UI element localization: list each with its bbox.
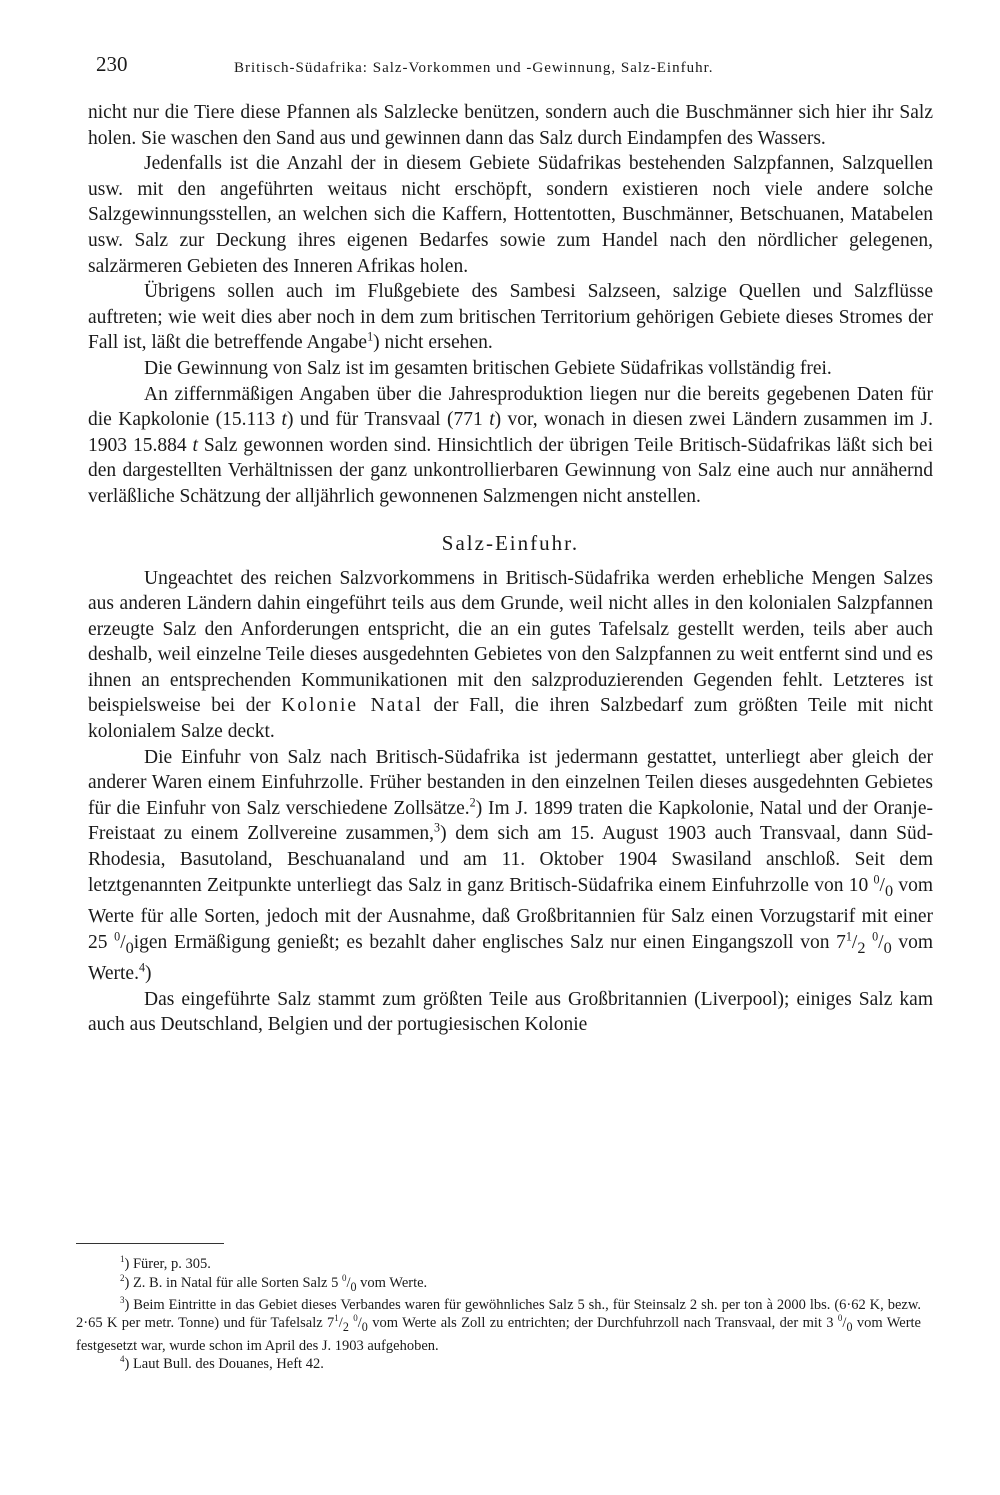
body-text	[88, 100, 933, 1038]
paragraph: Ungeachtet des reichen Salzvorkommens in Britisch-Südafrika werden erhebliche Mengen Salzes aus anderen Ländern dahin eingeführt teils aus dem Grunde, weil nicht alles in den kolonialen Salzpfannen erzeugte Salz den Anforderungen entspricht, die an ein gutes Tafelsalz gestellt werden, teils aber auch deshalb, weil einzelne Teile dieses ausgedehnten Gebietes von den Salzpfannen zu weit entfernt sind und es ihnen an entsprechenden Kommunikationen mit den salzproduzierenden Gegenden fehlt. Letzteres ist beispielsweise bei der Kolonie Natal der Fall, die ihren Salzbedarf zum größten Teile mit nicht kolonialem Salze deckt.	[88, 567, 933, 743]
page-header	[96, 52, 936, 82]
footnote: $^3$) Beim Eintritte in das Gebiet dieses Verbandes waren für gewöhnliches Salz 5 sh., für Steinsalz 2 sh. per ton à 2000 lbs. (6·62 K, bezw. 2·65 K per metr. Tonne) und für Tafelsalz $7^1/_2$ $^0/_0$ vom Werte als Zoll zu entrichten; der Durchfuhrzoll nach Transvaal, der mit 3 $^0/_0$ vom Werte festgesetzt war, wurde schon im April des J. 1903 aufgehoben.	[76, 1295, 921, 1354]
footnote: $^2$) Z. B. in Natal für alle Sorten Salz 5 $^0/_0$ vom Werte.	[120, 1272, 428, 1294]
paragraph: Die Einfuhr von Salz nach Britisch-Südafrika ist jedermann gestattet, unterliegt aber gleich der anderer Waren einem Einfuhrzolle. Früher bestanden in den einzelnen Teilen dieses ausgedehnten Gebietes für die Einfuhr von Salz verschiedene Zollsätze.$^2$) Im J. 1899 traten die Kapkolonie, Natal und der Oranje-Freistaat zu einem Zollvereine zusammen,$^3$) dem sich am 15. August 1903 auch Transvaal, dann Süd-Rhodesia, Basutoland, Beschuanaland und am 11. Oktober 1904 Swasiland anschloß. Seit dem letztgenannten Zeitpunkte unterliegt das Salz in ganz Britisch-Südafrika einem Einfuhrzolle von 10 $^0/_0$ vom Werte für alle Sorten, jedoch mit der Ausnahme, daß Großbritannien für Salz einen Vorzugstarif mit einer 25 $^0/_0igen$ Ermäßigung genießt; es bezahlt daher englisches Salz nur einen Eingangszoll von $7^1/_2$ $^0/_0$ vom Werte.$^4$)	[88, 746, 934, 985]
section-title: Salz-Einfuhr.	[441, 530, 580, 555]
paragraph: nicht nur die Tiere diese Pfannen als Salzlecke benützen, sondern auch die Buschmänner sich hier ihr Salz holen. Sie waschen den Sand aus und gewinnen dann das Salz durch Eindampfen des Wassers.	[88, 102, 933, 149]
paragraphs-before-section	[88, 100, 933, 510]
page-number: 230	[96, 52, 128, 76]
paragraph: Die Gewinnung von Salz ist im gesamten britischen Gebiete Südafrikas vollständig frei.	[144, 357, 832, 379]
paragraphs-after-section	[88, 566, 933, 1038]
footnotes	[76, 1255, 921, 1374]
running-title: Britisch-Südafrika: Salz-Vorkommen und -Gewinnung, Salz-Einfuhr.	[234, 60, 714, 76]
paragraph: Jedenfalls ist die Anzahl der in diesem Gebiete Südafrikas bestehenden Salzpfannen, Salzquellen usw. mit den angeführten weitaus nicht erschöpft, sondern existieren noch viele andere solche Salzgewinnungsstellen, an welchen sich die Kaffern, Hottentotten, Buschmänner, Betschuanen, Matabelen usw. Salz zur Deckung ihres eigenen Bedarfes sowie zum Handel nach den nördlicher gelegenen, salzärmeren Gebieten des Inneren Afrikas holen.	[88, 153, 933, 277]
footnote: $^4$) Laut Bull. des Douanes, Heft 42.	[120, 1354, 324, 1373]
paragraph: Übrigens sollen auch im Flußgebiete des Sambesi Salzseen, salzige Quellen und Salzflüsse auftreten; wie weit dies aber noch in dem zum britischen Territorium gehörigen Gebiete dieses Stromes der Fall ist, läßt die betreffende Angabe$^1$) nicht ersehen.	[88, 281, 933, 354]
footnote: $^1$) Fürer, p. 305.	[120, 1254, 211, 1272]
paragraph: An ziffernmäßigen Angaben über die Jahresproduktion liegen nur die bereits gegebenen Daten für die Kapkolonie (15.113 t) und für Transvaal (771 t) vor, wonach in diesen zwei Ländern zusammen im J. 1903 15.884 t Salz gewonnen worden sind. Hinsichtlich der übrigen Teile Britisch-Südafrikas läßt sich bei den dargestellten Verhältnissen der ganz unkontrollierbaren Gewinnung von Salz eine auch nur annähernd verläßliche Schätzung der alljährlich gewonnenen Salzmengen nicht anstellen.	[88, 383, 933, 507]
footnote-rule	[76, 1243, 224, 1244]
paragraph: Das eingeführte Salz stammt zum größten Teile aus Großbritannien (Liverpool); einiges Salz kam auch aus Deutschland, Belgien und der portugiesischen Kolonie	[88, 988, 933, 1036]
